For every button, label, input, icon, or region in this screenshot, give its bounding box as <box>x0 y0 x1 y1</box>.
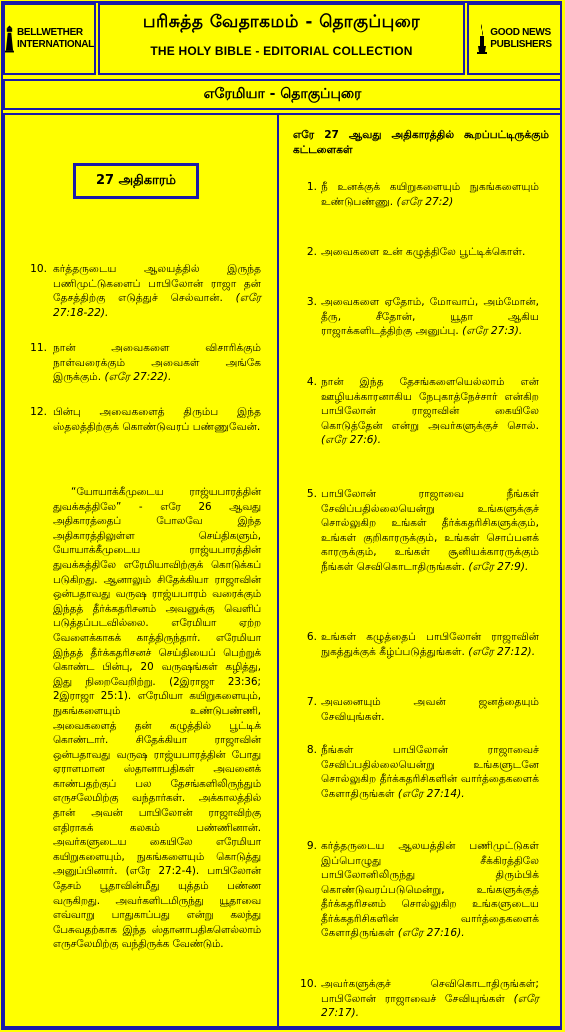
item-number: 5. <box>306 488 317 500</box>
item-text: கர்த்தருடைய ஆலயத்தில் இருந்த பணிமுட்டுகளைப் பாபிலோன் ராஜா தன் தேசத்திற்கு எடுத்துச் செல்வான். <box>53 263 261 304</box>
item-text: கர்த்தருடைய ஆலயத்தின் பணிமுட்டுகள் இப்பொழுது சீக்கிரத்திலே பாபிலோனிலிருந்து திரும்பிக் கொண்டுவரப்படுமென்று, உங்களுக்குத் தீர்க்கதரிசனம் சொல்லுகிற உங்களுடைய தீர்க்கதரிசிகளின் வார்த்தைகளைக் கேளாதிருங்கள் <box>321 840 539 939</box>
item-number: 9. <box>306 840 317 852</box>
scripture-ref: (எரே 27:2) <box>396 195 454 208</box>
list-item <box>321 743 539 801</box>
list-item <box>53 405 261 434</box>
scripture-ref: (எரே 27:14). <box>397 787 465 800</box>
item-text: நான் அவைகளை விசாரிக்கும் நாள்வரைக்கும் அவைகள் அங்கே இருக்கும். <box>53 342 261 383</box>
chapter-badge: 27 அதிகாரம் <box>73 163 199 199</box>
item-number: 4. <box>306 376 317 388</box>
lamp-icon <box>477 24 487 54</box>
list-item <box>321 695 539 724</box>
logo-line: GOOD NEWS <box>490 27 551 38</box>
list-item <box>321 977 539 1021</box>
item-number: 3. <box>306 296 317 308</box>
scripture-ref: (எரே 27:9). <box>468 560 529 573</box>
item-text: நான் இந்த தேசங்களையெல்லாம் என் ஊழியக்காரனாகிய நேபுகாத்நேச்சார் என்கிற பாபிலோன் ராஜாவின் கையிலே கொடுத்தேன் என்று அவர்களுக்குச் சொல். <box>321 376 539 432</box>
book-title-bar: எரேமியா - தொகுப்புரை <box>3 79 562 110</box>
right-column <box>281 115 560 1028</box>
scripture-ref: (எரே 27:17). <box>321 992 539 1019</box>
scripture-ref: (எரே 27:18-22). <box>53 292 261 319</box>
list-item <box>321 245 539 260</box>
item-number: 11. <box>30 342 47 354</box>
item-number: 10. <box>300 978 317 990</box>
bellwether-logo-text <box>17 27 94 51</box>
commentary-paragraph: “யோயாக்கீமுடைய ராஜ்யபாரத்தின் துவக்கத்திலே” - எரே 26 ஆவது அதிகாரத்தைப் போலவே இந்த அதிகாரத்திலுள்ள செய்திகளும், யோயாக்கீமுடைய ராஜ்யபாரத்தின் துவக்கத்திலே எரேமியாவிற்குக் கொடுக்கப் படுகிறது. ஆனாலும் சிதேக்கியா ராஜாவின் ஒன்பதாவது வருஷ ராஜ்யபாரம் வரைக்கும் இந்தத் தீர்க்கதரிசனம் அவனுக்கு வெளிப் படுத்தப்படவில்லை. எரேமியா ஏற்ற வேளைக்காகக் காத்திருந்தார். எரேமியா இந்தத் தீர்க்கதரிசனச் செய்தியைப் பெற்றுக் கொண்ட பின்பு, 20 வருஷங்கள் கழித்து, இது நிறைவேறிற்று. (2இராஜா 23:36; 2இராஜா 25:1). எரேமியா கயிறுகளையும், நுகங்களையும் உண்டுபண்ணி, அவைகளைத் தன் கழுத்தில் பூட்டிக் கொண்டார். சிதேக்கியா ராஜாவின் ஒன்பதாவது வருஷ ராஜ்யபாரத்தின் போது ஏராளமான ஸ்தானாபதிகள் அவனைக் காண்பதற்குப் பல தேசங்களிலிருந்தும் எருசலேமிற்கு வந்தார்கள். அக்காலத்தில் தான் அவன் பாபிலோன் ராஜாவிற்கு எதிராகக் கலகம் பண்ணினான். அவர்களுடைய கையிலே எரேமியா கயிறுகளையும், நுகங்களையும் கொடுத்து அனுப்பினார். (எரே 27:2-4). பாபிலோன் தேசம் பூதாவின்மீது யுத்தம் பண்ண வருகிறது. அவர்களிடமிருந்து யூதாவை எவ்வாறு பாதுகாப்பது என்று கலந்து பேசுவதற்காக இந்த ஸ்தானாபதிகளெல்லாம் எருசலேமிற்கு வந்திருக்க வேண்டும். <box>53 486 261 951</box>
item-text: நீங்கள் பாபிலோன் ராஜாவைச் சேவிப்பதில்லையென்று உங்களுடனே சொல்லுகிற தீர்க்கதரிசிகளின் வார்த்தைகளைக் கேளாதிருங்கள் <box>321 744 539 800</box>
list-item <box>321 487 539 574</box>
item-text: உங்கள் கழுத்தைப் பாபிலோன் ராஜாவின் நுகத்துக்குக் கீழ்ப்படுத்துங்கள். <box>321 631 539 658</box>
left-column <box>5 115 279 1028</box>
list-item <box>53 262 261 320</box>
item-text: அவைகளை ஏதோம், மோவாப், அம்மோன், தீரு, சீதோன், யூதா ஆகிய ராஜாக்களிடத்திற்கு அனுப்பு. <box>321 296 539 337</box>
list-item <box>321 839 539 941</box>
list-item <box>53 341 261 385</box>
logo-line: INTERNATIONAL <box>16 39 94 50</box>
lighthouse-icon <box>5 24 14 54</box>
scripture-ref: (எரே 27:22). <box>104 371 172 383</box>
item-number: 12. <box>30 406 47 418</box>
list-item <box>321 375 539 448</box>
item-number: 10. <box>30 263 47 275</box>
scripture-ref: (எரே 27:6). <box>321 434 382 446</box>
section-heading: எரே 27 ஆவது அதிகாரத்தில் கூறப்பட்டிருக்கும் கட்டளைகள் <box>293 129 549 156</box>
title-tamil: பரிசுத்த வேதாகமம் - தொகுப்புரை <box>142 12 421 32</box>
title-english: THE HOLY BIBLE - EDITORIAL COLLECTION <box>150 44 413 58</box>
scripture-ref: (எரே 27:12). <box>468 645 536 658</box>
item-text: பின்பு அவைகளைத் திரும்ப இந்த ஸ்தலத்திற்குக் கொண்டுவரப் பண்ணுவேன். <box>53 406 261 433</box>
item-number: 8. <box>306 744 317 756</box>
item-text: நீ உனக்குக் கயிறுகளையும் நுகங்களையும் உண்டுபண்ணு. <box>321 181 539 208</box>
good-news-logo <box>467 3 562 75</box>
scripture-ref: (எரே 27:3). <box>462 325 523 337</box>
item-text: அவைகளை உன் கழுத்திலே பூட்டிக்கொள். <box>321 246 526 258</box>
item-number: 7. <box>306 696 317 708</box>
item-number: 2. <box>306 246 317 258</box>
item-text: அவனையும் அவன் ஜனத்தையும் சேவியுங்கள். <box>321 696 539 723</box>
list-item <box>321 630 539 659</box>
item-number: 6. <box>306 631 317 643</box>
bellwether-logo <box>3 3 96 75</box>
scripture-ref: (எரே 27:16). <box>397 927 465 939</box>
item-number: 1. <box>306 181 317 193</box>
list-item <box>321 295 539 339</box>
logo-line: PUBLISHERS <box>490 39 552 50</box>
item-text: அவர்களுக்குச் செவிகொடாதிருங்கள்; பாபிலோன் ராஜாவைச் சேவியுங்கள் <box>321 978 539 1005</box>
logo-line: BELLWETHER <box>16 27 83 38</box>
good-news-logo-text <box>490 27 551 51</box>
item-text: பாபிலோன் ராஜாவை நீங்கள் சேவிப்பதில்லையென்று உங்களுக்குச் சொல்லுகிற உங்கள் தீர்க்கதரிசிகளுக்கும், உங்கள் குறிகாரருக்கும், உங்கள் சொப்பனக் காரருக்கும், உங்கள் சூனியக்காரருக்கும் நீங்கள் செவிகொடாதிருங்கள். <box>321 488 539 573</box>
list-item <box>321 180 539 209</box>
title-banner <box>98 3 465 75</box>
